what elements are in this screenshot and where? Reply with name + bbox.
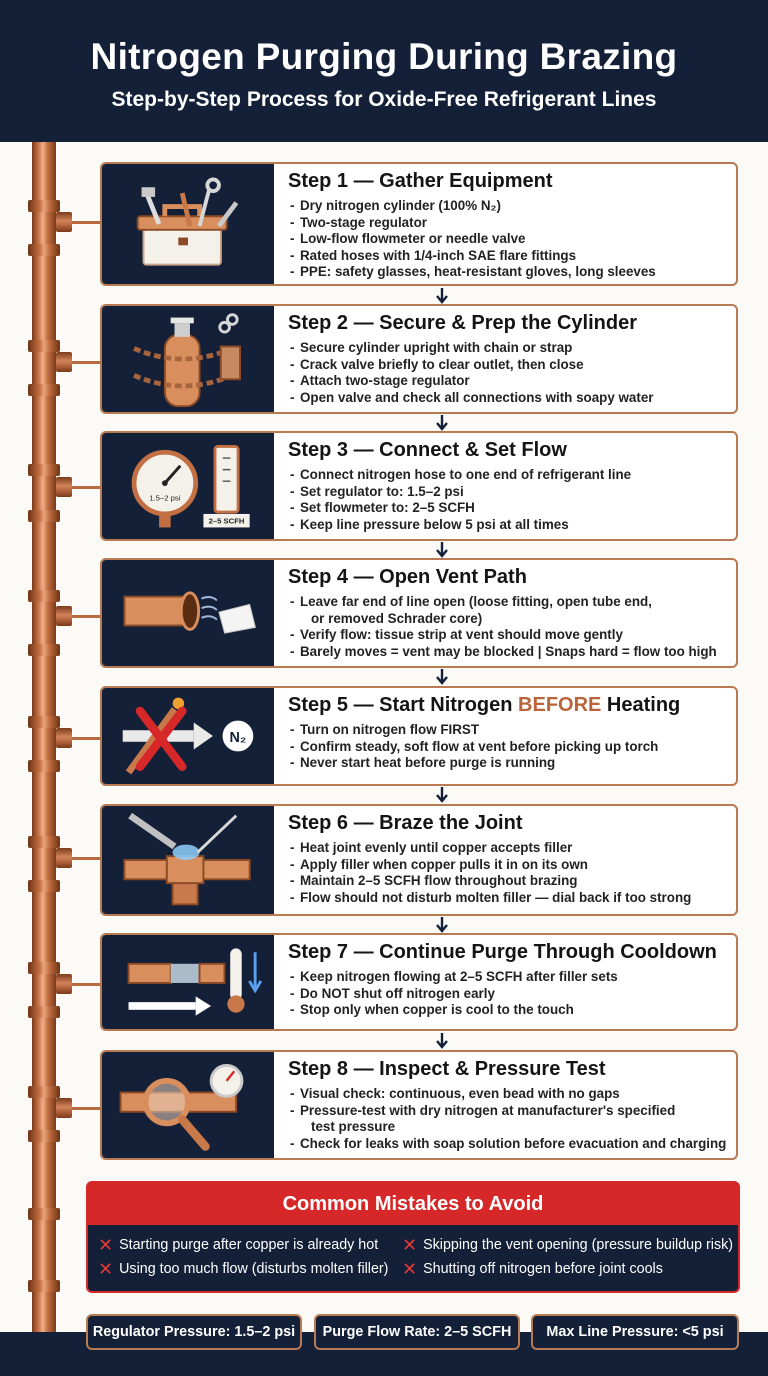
open-pipe-vent-icon <box>102 560 274 666</box>
pipe-branch <box>72 486 102 489</box>
list-item: - Verify flow: tissue strip at vent should move gently <box>288 627 728 644</box>
page-title: Nitrogen Purging During Brazing <box>90 36 678 77</box>
step-title: Step 6 — Braze the Joint <box>288 812 523 834</box>
list-item: - Keep nitrogen flowing at 2–5 SCFH after filler sets <box>288 969 728 986</box>
mistake-item <box>98 1237 378 1253</box>
list-item: - Maintain 2–5 SCFH flow throughout brazing <box>288 873 728 890</box>
list-item: - Flow should not disturb molten filler — dial back if too strong <box>288 890 728 907</box>
step-card-3 <box>100 431 738 541</box>
step-list <box>288 198 728 281</box>
step-title: Step 8 — Inspect & Pressure Test <box>288 1058 606 1080</box>
list-item: test pressure <box>311 1119 396 1135</box>
list-item: - Stop only when copper is cool to the touch <box>288 1002 728 1019</box>
pipe-branch <box>72 857 102 860</box>
pipe-coupling <box>28 590 60 602</box>
badge-regulator-pressure: Regulator Pressure: 1.5–2 psi <box>86 1314 302 1350</box>
list-item: - Connect nitrogen hose to one end of refrigerant line <box>288 467 728 484</box>
arrow-down-icon <box>434 668 450 686</box>
arrow-down-icon <box>434 541 450 559</box>
list-item: - Crack valve briefly to clear outlet, then close <box>288 357 728 374</box>
list-item: - Secure cylinder upright with chain or strap <box>288 340 728 357</box>
mistake-item <box>98 1261 388 1277</box>
step-title <box>288 694 728 717</box>
pipe-branch <box>72 615 102 618</box>
pipe-tee <box>56 212 72 232</box>
x-mark-icon: ✕ <box>98 1235 114 1255</box>
list-item: - Never start heat before purge is running <box>288 755 728 772</box>
copper-pipe-decoration <box>32 142 56 1376</box>
step-title: Step 2 — Secure & Prep the Cylinder <box>288 312 637 334</box>
pipe-coupling <box>28 1006 60 1018</box>
pipe-coupling <box>28 200 60 212</box>
step-list <box>288 467 728 533</box>
list-item: - Dry nitrogen cylinder (100% N₂) <box>288 198 728 215</box>
badge-purge-flow-rate: Purge Flow Rate: 2–5 SCFH <box>314 1314 520 1350</box>
list-item: - Set regulator to: 1.5–2 psi <box>288 484 728 501</box>
arrow-down-icon <box>434 916 450 934</box>
pipe-coupling <box>28 880 60 892</box>
header-banner <box>0 0 768 142</box>
step-title: Step 7 — Continue Purge Through Cooldown <box>288 941 717 963</box>
cooldown-thermometer-icon <box>102 935 274 1029</box>
pipe-coupling <box>28 760 60 772</box>
gauge-label: 1.5–2 psi <box>149 493 181 503</box>
list-item: - Heat joint evenly until copper accepts filler <box>288 840 728 857</box>
pipe-coupling <box>28 1208 60 1220</box>
step-list <box>288 840 728 906</box>
pipe-branch <box>72 983 102 986</box>
arrow-down-icon <box>434 287 450 305</box>
step-list <box>288 969 728 1019</box>
pipe-branch <box>72 221 102 224</box>
badge-max-line-pressure: Max Line Pressure: <5 psi <box>531 1314 739 1350</box>
pipe-coupling <box>28 836 60 848</box>
list-item: - Apply filler when copper pulls it in on its own <box>288 857 728 874</box>
arrow-down-icon <box>434 786 450 804</box>
x-mark-icon: ✕ <box>402 1235 418 1255</box>
no-torch-first-icon <box>102 688 274 784</box>
x-mark-icon: ✕ <box>402 1259 418 1279</box>
step-title-part: Heating <box>601 694 681 716</box>
arrow-down-icon <box>434 414 450 432</box>
pipe-tee <box>56 606 72 626</box>
page-subtitle: Step-by-Step Process for Oxide-Free Refrigerant Lines <box>111 88 657 111</box>
pipe-branch <box>72 737 102 740</box>
list-item: - Rated hoses with 1/4-inch SAE flare fittings <box>288 248 728 265</box>
step-card-4 <box>100 558 738 668</box>
pipe-coupling <box>28 340 60 352</box>
mistake-text: Starting purge after copper is already hot <box>119 1237 379 1253</box>
mistake-text: Using too much flow (disturbs molten filler) <box>119 1261 389 1277</box>
step-card-8 <box>100 1050 738 1160</box>
pipe-coupling <box>28 510 60 522</box>
mistake-item <box>402 1237 733 1253</box>
list-item: - Barely moves = vent may be blocked | Snaps hard = flow too high <box>288 644 728 661</box>
mistake-text: Skipping the vent opening (pressure buildup risk) <box>423 1237 734 1253</box>
step-title-part: Step 5 — Start Nitrogen <box>288 694 519 716</box>
chained-cylinder-icon <box>102 306 274 412</box>
flowmeter-label: 2–5 SCFH <box>208 516 245 526</box>
pipe-tee <box>56 848 72 868</box>
pipe-coupling <box>28 384 60 396</box>
list-item: - Check for leaks with soap solution before evacuation and charging <box>288 1136 728 1153</box>
list-item: - Keep line pressure below 5 psi at all times <box>288 517 728 534</box>
list-item: or removed Schrader core) <box>311 610 483 626</box>
toolbox-icon <box>102 164 274 284</box>
list-item: - Pressure-test with dry nitrogen at manufacturer's specified <box>288 1103 728 1120</box>
list-item: - Leave far end of line open (loose fitting, open tube end, <box>288 594 728 611</box>
step-title-highlight: BEFORE <box>518 694 602 716</box>
list-item: - Low-flow flowmeter or needle valve <box>288 231 728 248</box>
list-item: - Turn on nitrogen flow FIRST <box>288 722 728 739</box>
step-list <box>288 594 728 660</box>
step-list <box>288 1086 728 1152</box>
list-item: - Two-stage regulator <box>288 215 728 232</box>
n2-label: N₂ <box>229 729 247 746</box>
step-title: Step 1 — Gather Equipment <box>288 170 553 192</box>
list-item: - Do NOT shut off nitrogen early <box>288 986 728 1003</box>
pipe-coupling <box>28 1280 60 1292</box>
list-item: - Visual check: continuous, even bead with no gaps <box>288 1086 728 1103</box>
pipe-coupling <box>28 1130 60 1142</box>
step-card-5 <box>100 686 738 786</box>
pipe-tee <box>56 1098 72 1118</box>
step-title: Step 3 — Connect & Set Flow <box>288 439 567 461</box>
step-list <box>288 722 728 772</box>
list-item: - PPE: safety glasses, heat-resistant gloves, long sleeves <box>288 264 728 281</box>
pipe-branch <box>72 1107 102 1110</box>
mistakes-title: Common Mistakes to Avoid <box>88 1183 738 1225</box>
step-card-7 <box>100 933 738 1031</box>
pipe-coupling <box>28 464 60 476</box>
step-card-6 <box>100 804 738 916</box>
list-item: - Attach two-stage regulator <box>288 373 728 390</box>
pipe-tee <box>56 728 72 748</box>
pipe-coupling <box>28 716 60 728</box>
pipe-coupling <box>28 962 60 974</box>
mistake-text: Shutting off nitrogen before joint cools <box>423 1261 663 1277</box>
step-title: Step 4 — Open Vent Path <box>288 566 527 588</box>
step-list <box>288 340 728 406</box>
inspect-magnifier-icon <box>102 1052 274 1158</box>
gauge-flowmeter-icon <box>102 433 274 539</box>
pipe-coupling <box>28 1086 60 1098</box>
x-mark-icon: ✕ <box>98 1259 114 1279</box>
arrow-down-icon <box>434 1032 450 1050</box>
pipe-coupling <box>28 244 60 256</box>
pipe-tee <box>56 477 72 497</box>
list-item: - Set flowmeter to: 2–5 SCFH <box>288 500 728 517</box>
pipe-coupling <box>28 644 60 656</box>
mistake-item <box>402 1261 663 1277</box>
brazing-torch-icon <box>102 806 274 914</box>
pipe-tee <box>56 974 72 994</box>
common-mistakes-box <box>86 1181 740 1293</box>
step-card-1 <box>100 162 738 286</box>
pipe-tee <box>56 352 72 372</box>
step-card-2 <box>100 304 738 414</box>
list-item: - Open valve and check all connections with soapy water <box>288 390 728 407</box>
list-item: - Confirm steady, soft flow at vent before picking up torch <box>288 739 728 756</box>
pipe-branch <box>72 361 102 364</box>
